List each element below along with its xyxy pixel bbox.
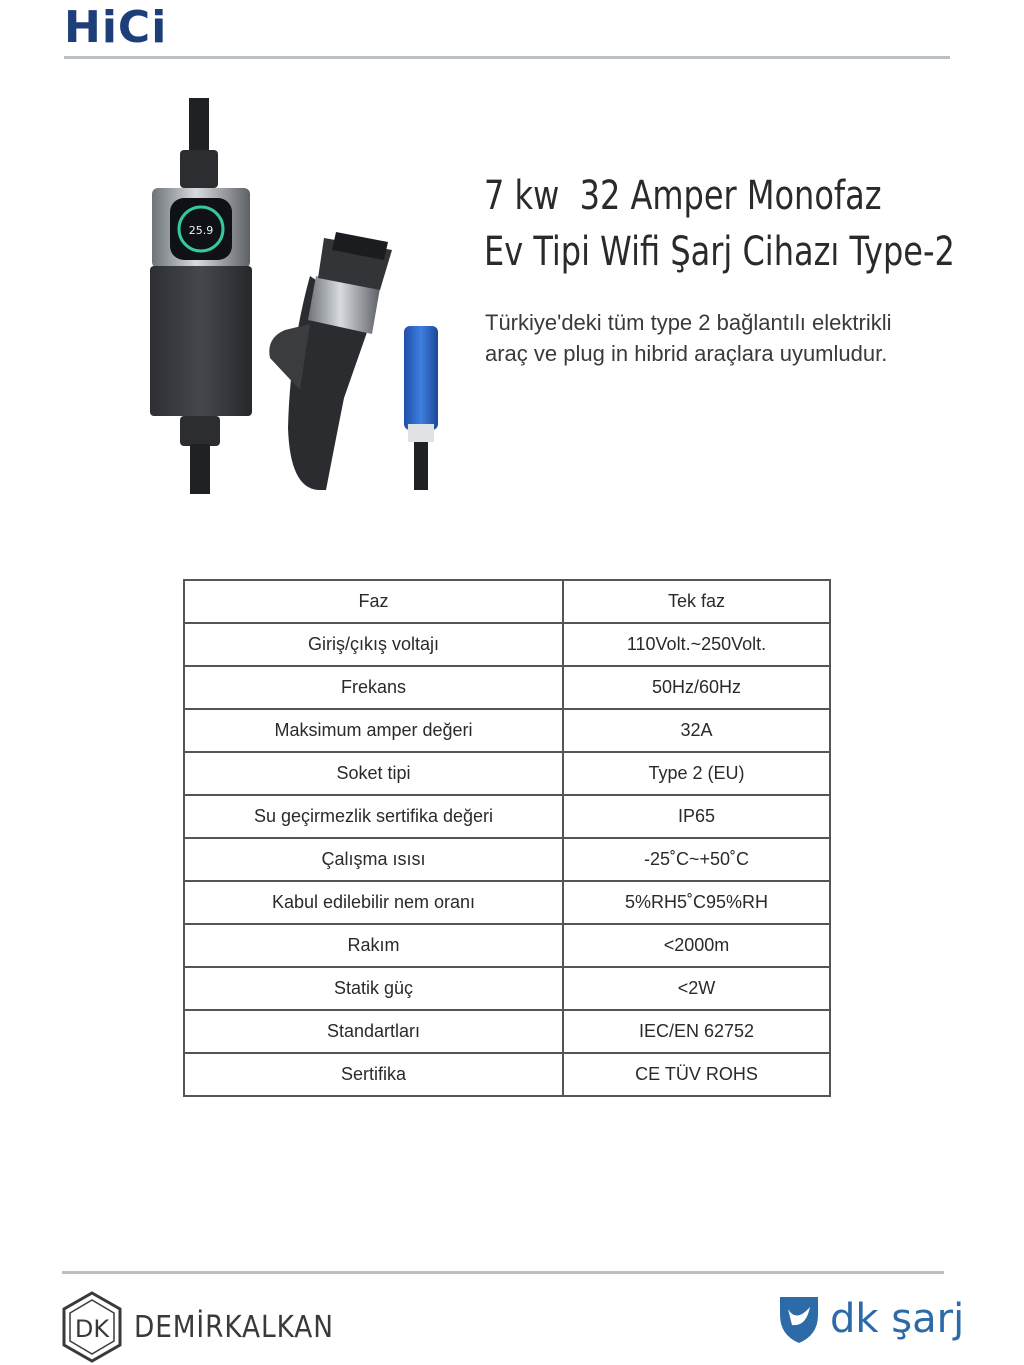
spec-value: 32A [563, 709, 830, 752]
footer-company [60, 1291, 361, 1363]
spec-label: Giriş/çıkış voltajı [184, 623, 563, 666]
spec-row [184, 623, 830, 666]
dk-monogram-logo [60, 1291, 124, 1363]
plug-cable [414, 442, 428, 490]
spec-value: IP65 [563, 795, 830, 838]
spec-label: Rakım [184, 924, 563, 967]
spec-value: CE TÜV ROHS [563, 1053, 830, 1096]
spec-value: IEC/EN 62752 [563, 1010, 830, 1053]
spec-label: Su geçirmezlik sertifika değeri [184, 795, 563, 838]
spec-row [184, 795, 830, 838]
spec-label: Kabul edilebilir nem oranı [184, 881, 563, 924]
spec-row [184, 709, 830, 752]
display-reading: 25.9 [188, 224, 214, 237]
dk-sarj-brand: dk şarj [830, 1296, 965, 1342]
spec-value: Type 2 (EU) [563, 752, 830, 795]
plug-collar [408, 424, 434, 442]
cable-bottom [190, 444, 210, 494]
blue-plug [404, 326, 438, 430]
title-line-2: Ev Tipi Wifi Şarj Cihazı Type-2 [484, 229, 955, 275]
spec-value: -25˚C~+50˚C [563, 838, 830, 881]
cable-strain-relief [180, 150, 218, 188]
spec-label: Statik güç [184, 967, 563, 1010]
spec-table-body [184, 580, 830, 1096]
spec-table [183, 579, 831, 1097]
spec-label: Standartları [184, 1010, 563, 1053]
spec-row [184, 881, 830, 924]
spec-label: Çalışma ısısı [184, 838, 563, 881]
spec-label: Soket tipi [184, 752, 563, 795]
brand-logo: HiCi [64, 2, 168, 53]
shield-logo-icon [776, 1293, 822, 1345]
product-title [484, 168, 955, 280]
spec-label: Sertifika [184, 1053, 563, 1096]
spec-value: Tek faz [563, 580, 830, 623]
spec-row [184, 580, 830, 623]
spec-value: 5%RH5˚C95%RH [563, 881, 830, 924]
spec-value: <2000m [563, 924, 830, 967]
product-description: Türkiye'deki tüm type 2 bağlantılı elektrikli araç ve plug in hibrid araçlara uyumludur. [485, 310, 892, 366]
spec-value: 50Hz/60Hz [563, 666, 830, 709]
spec-row [184, 924, 830, 967]
spec-row [184, 752, 830, 795]
spec-label: Faz [184, 580, 563, 623]
spec-row [184, 967, 830, 1010]
cable-bottom-relief [180, 416, 220, 446]
monogram-text: DK [74, 1315, 110, 1343]
spec-label: Frekans [184, 666, 563, 709]
spec-label: Maksimum amper değeri [184, 709, 563, 752]
control-box-body [150, 266, 252, 416]
title-line-1: 7 kw 32 Amper Monofaz [484, 173, 882, 219]
footer-brand [776, 1293, 964, 1345]
spec-row [184, 1053, 830, 1096]
product-image [140, 98, 450, 494]
spec-value: 110Volt.~250Volt. [563, 623, 830, 666]
company-name: DEMİRKALKAN [134, 1309, 334, 1345]
spec-row [184, 1010, 830, 1053]
spec-row [184, 838, 830, 881]
spec-row [184, 666, 830, 709]
header-divider [64, 56, 950, 59]
footer-divider [62, 1271, 944, 1274]
spec-value: <2W [563, 967, 830, 1010]
